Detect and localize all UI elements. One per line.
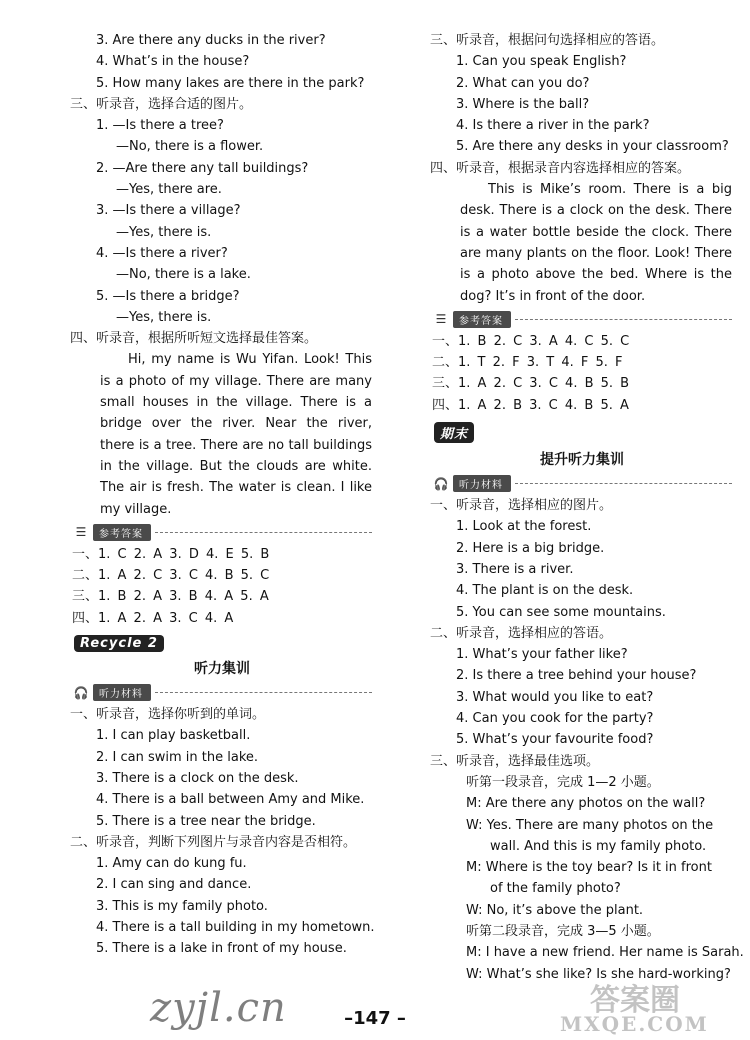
passage-text: Hi, my name is Wu Yifan. Look! This is a photo of my village. There are many small houses in the village. There is a bridge over the river. Near the river, there is a tree. There are no tall buildings in the village. But the clouds are white. The air is fresh. The water is clean. I like my village. [100, 352, 372, 517]
dialogue-line: —Yes, there is. [116, 309, 212, 325]
answer-row: 二、1. A 2. C 3. C 4. B 5. C [72, 568, 270, 584]
sentence-line: 3. What would you like to eat? [456, 689, 654, 705]
material-label: 听力材料 [93, 684, 151, 701]
instruction-line: 听第一段录音，完成 1—2 小题。 [466, 774, 660, 790]
dialogue-line: M: I have a new friend. Her name is Sarah. [466, 945, 744, 961]
divider [515, 483, 732, 484]
watermark-daanquan: 答案圈 [590, 983, 680, 1018]
answer-row: 一、1. C 2. A 3. D 4. E 5. B [72, 546, 270, 562]
dialogue-line: —No, there is a flower. [116, 139, 264, 155]
section-heading: 二、听录音，选择相应的答语。 [430, 625, 613, 641]
question-line: 3. Where is the ball? [456, 96, 590, 112]
section-heading: 一、听录音，选择相应的图片。 [430, 498, 613, 514]
sentence-line: 1. What’s your father like? [456, 647, 628, 663]
dialogue-line: 2. —Are there any tall buildings? [96, 160, 309, 176]
divider [155, 532, 372, 533]
passage [72, 349, 372, 519]
dialogue-line: 1. —Is there a tree? [96, 118, 224, 134]
sentence-line: 2. I can swim in the lake. [96, 749, 259, 765]
question-line: 4. What’s in the house? [96, 54, 250, 70]
material-header [432, 475, 732, 492]
section-title: 听力集训 [194, 661, 250, 678]
answer-row: 二、1. T 2. F 3. T 4. F 5. F [432, 355, 623, 371]
question-line: 5. How many lakes are there in the park? [96, 75, 365, 91]
passage-text: This is Mike’s room. There is a big desk. There is a clock on the desk. There is a water bottle beside the clock. There are many plants on the floor. Look! There is a photo above the bed. Where is the dog? It’s in front of the door. [460, 182, 732, 304]
dialogue-line: W: No, it’s above the plant. [466, 902, 644, 918]
dialogue-line: —No, there is a lake. [116, 267, 251, 283]
page-number: –147 – [344, 1008, 406, 1029]
question-line: 1. Can you speak English? [456, 54, 627, 70]
dialogue-line: of the family photo? [490, 881, 621, 897]
unit-banner: Recycle 2 [74, 635, 164, 652]
answer-key-header [432, 311, 732, 328]
sentence-line: 3. There is a river. [456, 561, 574, 577]
section-title: 提升听力集训 [540, 452, 624, 469]
section-heading: 三、听录音，选择合适的图片。 [70, 96, 253, 112]
sentence-line: 2. I can sing and dance. [96, 877, 252, 893]
material-header [72, 684, 372, 701]
material-label: 听力材料 [453, 475, 511, 492]
question-line: 2. What can you do? [456, 75, 590, 91]
question-line: 5. Are there any desks in your classroom? [456, 139, 729, 155]
section-heading: 一、听录音，选择你听到的单词。 [70, 707, 266, 723]
instruction-line: 听第二段录音，完成 3—5 小题。 [466, 923, 660, 939]
right-column [430, 30, 744, 985]
sentence-line: 2. Is there a tree behind your house? [456, 668, 697, 684]
answer-key-header [72, 524, 372, 541]
sentence-line: 1. Amy can do kung fu. [96, 856, 247, 872]
answer-row: 三、1. B 2. A 3. B 4. A 5. A [72, 589, 269, 605]
watermark-mxqe: MXQE.COM [560, 1012, 709, 1036]
section-heading: 三、听录音，选择最佳选项。 [430, 753, 600, 769]
question-line: 3. Are there any ducks in the river? [96, 33, 326, 48]
sentence-line: 5. What’s your favourite food? [456, 732, 654, 748]
answer-row: 一、1. B 2. C 3. A 4. C 5. C [432, 333, 630, 349]
divider [155, 692, 372, 693]
dialogue-line: 4. —Is there a river? [96, 245, 228, 261]
watermark-zyjl: zyjl.cn [150, 985, 287, 1031]
dialogue-line: W: Yes. There are many photos on the [466, 817, 714, 833]
section-heading: 三、听录音，根据问句选择相应的答语。 [430, 33, 665, 48]
sentence-line: 1. I can play basketball. [96, 728, 251, 744]
answer-key-label: 参考答案 [93, 524, 151, 541]
section-heading: 二、听录音，判断下列图片与录音内容是否相符。 [70, 834, 357, 850]
dialogue-line: W: What’s she like? Is she hard-working? [466, 966, 731, 982]
sentence-line: 3. There is a clock on the desk. [96, 770, 299, 786]
dialogue-line: M: Where is the toy bear? Is it in front [466, 860, 712, 876]
sentence-line: 5. You can see some mountains. [456, 604, 666, 620]
sentence-line: 1. Look at the forest. [456, 519, 592, 535]
dialogue-line: —Yes, there is. [116, 224, 212, 240]
dialogue-line: M: Are there any photos on the wall? [466, 796, 706, 812]
sentence-line: 5. There is a lake in front of my house. [96, 941, 347, 957]
dialogue-line: 3. —Is there a village? [96, 203, 241, 219]
answer-row: 四、1. A 2. B 3. C 4. B 5. A [432, 397, 629, 413]
answer-row: 四、1. A 2. A 3. C 4. A [72, 610, 234, 626]
sentence-line: 4. Can you cook for the party? [456, 711, 654, 727]
question-line: 4. Is there a river in the park? [456, 118, 650, 134]
answer-key-icon: ☰ [75, 525, 87, 540]
section-heading: 四、听录音，根据所听短文选择最佳答案。 [70, 331, 318, 347]
sentence-line: 3. This is my family photo. [96, 898, 268, 914]
sentence-line: 4. There is a tall building in my hometown. [96, 919, 375, 935]
sentence-line: 4. The plant is on the desk. [456, 583, 634, 599]
sentence-line: 5. There is a tree near the bridge. [96, 813, 316, 829]
dialogue-line: —Yes, there are. [116, 182, 222, 198]
divider [515, 319, 732, 320]
passage [432, 179, 732, 307]
answer-key-icon: ☰ [435, 312, 447, 327]
left-column [70, 30, 375, 960]
answer-key-label: 参考答案 [453, 311, 511, 328]
section-heading: 四、听录音，根据录音内容选择相应的答案。 [430, 160, 691, 176]
answer-row: 三、1. A 2. C 3. C 4. B 5. B [432, 376, 630, 392]
sentence-line: 4. There is a ball between Amy and Mike. [96, 792, 365, 808]
headphones-icon: 🎧 [73, 685, 89, 700]
dialogue-line: 5. —Is there a bridge? [96, 288, 240, 304]
headphones-icon: 🎧 [433, 476, 449, 491]
dialogue-line: wall. And this is my family photo. [490, 838, 707, 854]
sentence-line: 2. Here is a big bridge. [456, 540, 605, 556]
unit-banner: 期末 [434, 422, 474, 443]
